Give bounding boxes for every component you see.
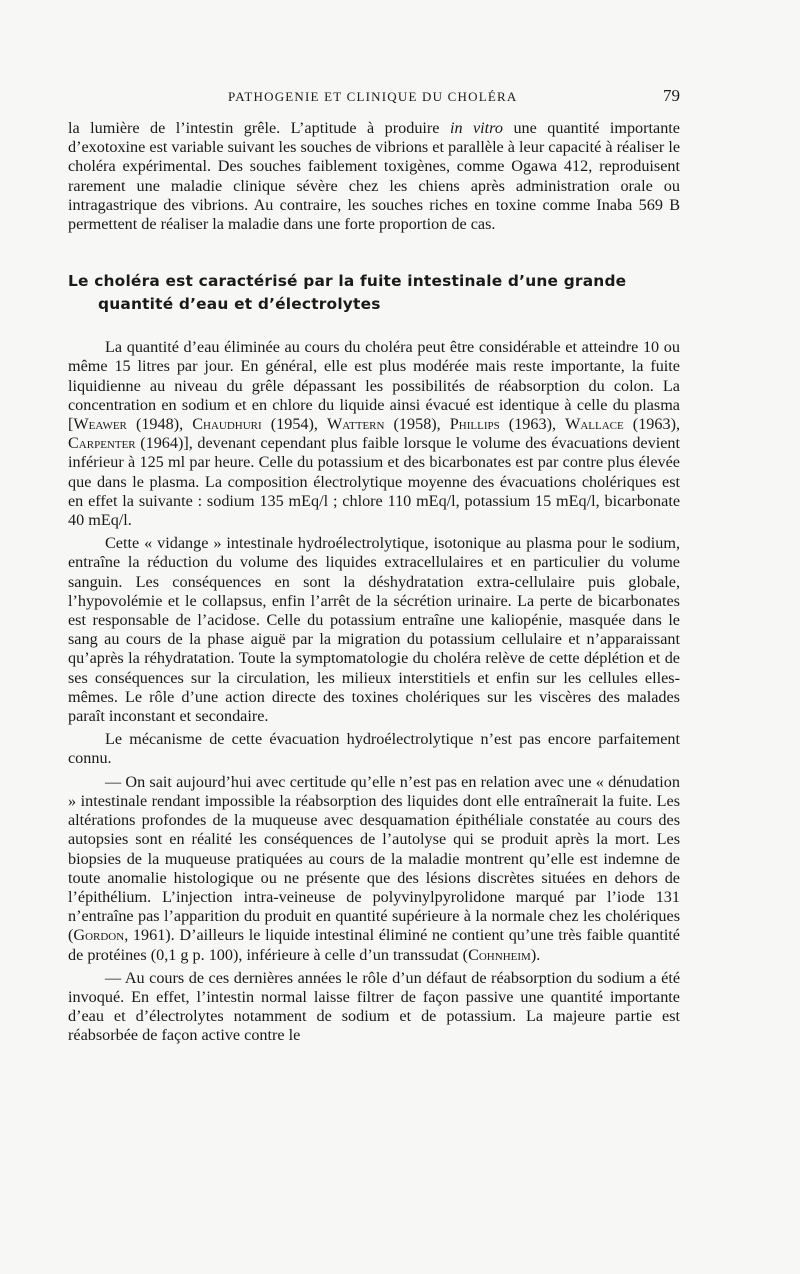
running-title: PATHOGENIE ET CLINIQUE DU CHOLÉRA <box>228 89 518 104</box>
author-citation: Wallace <box>565 415 624 434</box>
paragraph-5: — Au cours de ces dernières années le rôle d’un défaut de réabsorption du sodium a été invoqué. En effet, l’intestin normal laisse filtrer de façon passive une quantité importante d’eau et d’électrolytes notamment de sodium et de potassium. La majeure partie est réabsorbée de façon active contre le <box>68 968 680 1045</box>
emphasis-in-vitro: in vitro <box>449 119 503 137</box>
author-citation: Phillips <box>449 415 500 434</box>
section-heading: Le choléra est caractérisé par la fuite intestinale d’une grande quantité d’eau et d’électrolytes <box>68 272 627 314</box>
page-number: 79 <box>663 86 680 105</box>
page-body <box>68 119 680 1046</box>
author-citation: Gordon <box>73 926 125 945</box>
paragraph-2: Cette « vidange » intestinale hydroélectrolytique, isotonique au plasma pour le sodium, entraîne la réduction du volume des liquides extracellulaires et en particulier du volume sanguin. Les conséquences en sont la déshydratation extra-cellulaire puis globale, l’hypovolémie et le collapsus, enfin l’arrêt de la sécrétion urinaire. La perte de bicarbonates est responsable de l’acidose. Celle du potassium entraîne une kaliopénie, masquée dans le sang au cours de la phase aiguë par la migration du potassium cellulaire et n’apparaissant qu’après la réhydratation. Toute la symptomatologie du choléra relève de cette déplétion et de ses conséquences sur la circulation, les milieux interstitiels et enfin sur les cellules elles-mêmes. Le rôle d’une action directe des toxines cholériques sur les viscères des malades paraît inconstant et secondaire. <box>68 534 680 726</box>
author-citation: Weawer <box>73 415 127 434</box>
paragraph-4: — On sait aujourd’hui avec certitude qu’elle n’est pas en relation avec une « dénudation » intestinale rendant impossible la réabsorption des liquides dont elle entraînerait la fuite. Les altérations profondes de la muqueuse avec desquamation épithéliale constatée au cours des autopsies sont en réalité les conséquences de l’autolyse qui se produit après la mort. Les biopsies de la muqueuse pratiquées au cours de la maladie montrent qu’elle est indemne de toute anomalie histologique ou ne présente que des lésions discrètes situées en dehors de l’épithélium. L’injection intra-veineuse de polyvinylpyrolidone marqué par l’iode 131 n’entraîne pas l’apparition du produit en quantité supérieure à la normale chez les cholériques (Gordon, 1961). D’ailleurs le liquide intestinal éliminé ne contient qu’une très faible quantité de protéines (0,1 g p. 100), inférieure à celle d’un transsudat (Cohnheim). <box>68 772 680 964</box>
intro-paragraph: la lumière de l’intestin grêle. L’aptitude à produire in vitro une quantité importante d’exotoxine est variable suivant les souches de vibrions et parallèle à leur capacité à réaliser le choléra expérimental. Des souches faiblement toxigènes, comme Ogawa 412, reproduisent rarement une maladie clinique sévère chez les chiens après administration orale ou intragastrique des vibrions. Au contraire, les souches riches en toxine comme Inaba 569 B permettent de réaliser la maladie dans une forte proportion de cas. <box>68 119 680 234</box>
author-citation: Wattern <box>327 415 385 434</box>
paragraph-3: Le mécanisme de cette évacuation hydroélectrolytique n’est pas encore parfaitement connu. <box>68 730 680 768</box>
author-citation: Cohnheim <box>468 945 531 964</box>
author-citation: Carpenter <box>68 434 136 453</box>
paragraph-1: La quantité d’eau éliminée au cours du choléra peut être considérable et atteindre 10 ou même 15 litres par jour. En général, elle est plus modérée mais reste importante, la fuite liquidienne au niveau du grêle dépassant les possibilités de réabsorption du colon. La concentration en sodium et en chlore du liquide ainsi évacué est identique à celle du plasma [Weawer (1948), Chaudhuri (1954), Wattern (1958), Phillips (1963), Wallace (1963), Carpenter (1964)], devenant cependant plus faible lorsque le volume des évacuations devient inférieur à 125 ml par heure. Celle du potassium et des bicarbonates est par contre plus élevée que dans le plasma. La composition électrolytique moyenne des évacuations cholériques est en effet la suivante : sodium 135 mEq/l ; chlore 110 mEq/l, potassium 15 mEq/l, bicarbonate 40 mEq/l. <box>68 338 681 530</box>
page-header <box>68 86 680 110</box>
author-citation: Chaudhuri <box>192 415 262 434</box>
